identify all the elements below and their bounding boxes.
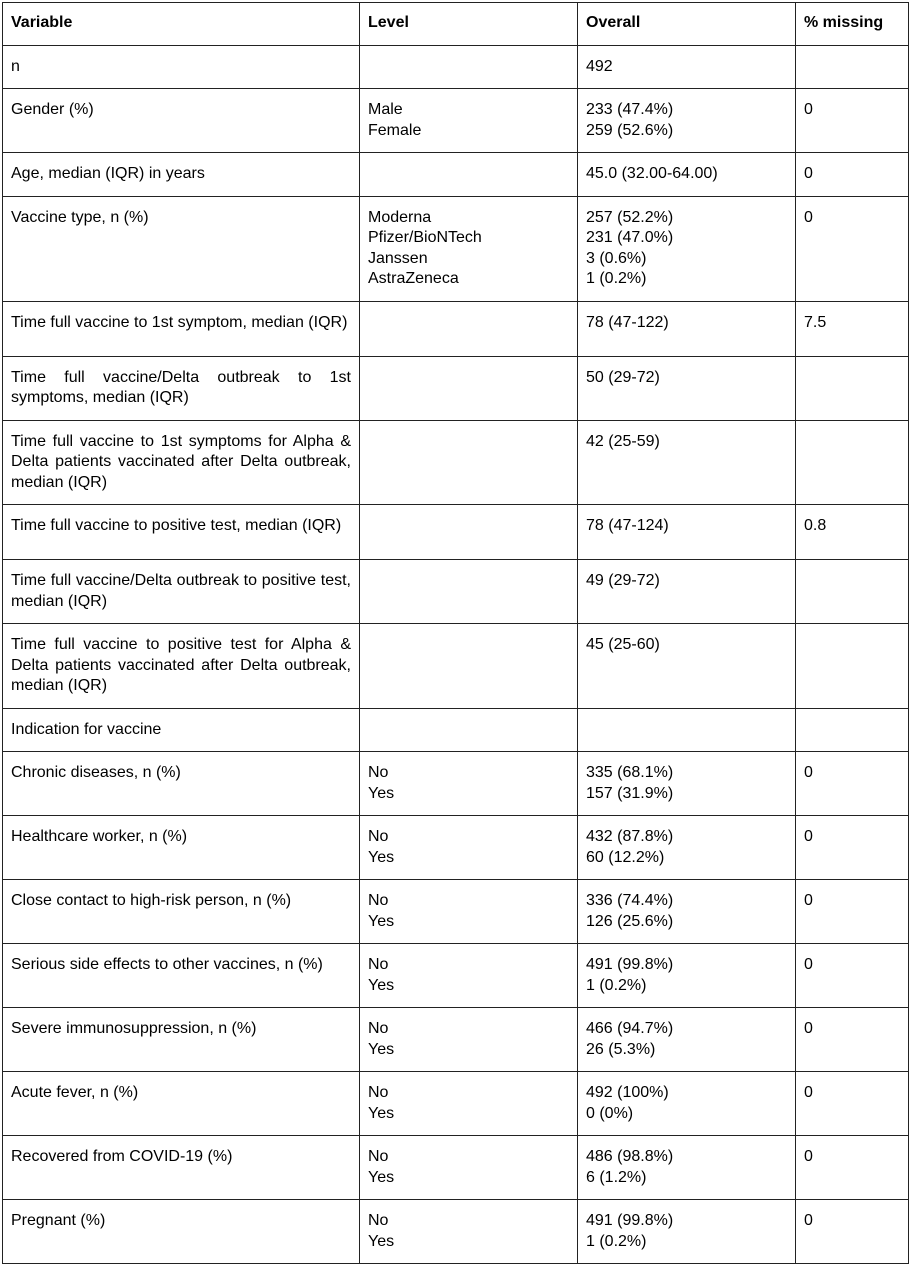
table-row — [3, 153, 909, 197]
overall-value: 1 (0.2%) — [586, 1232, 647, 1250]
overall-value: 49 (29-72) — [586, 572, 660, 589]
overall-cell — [578, 944, 796, 1008]
overall-value: 491 (99.8%) — [586, 1212, 674, 1229]
level-cell — [360, 944, 578, 1008]
table-row — [3, 505, 909, 560]
overall-value: 78 (47-122) — [586, 313, 669, 331]
level-value: Yes — [368, 1104, 395, 1122]
missing-cell: 0.8 — [796, 505, 909, 560]
level-cell — [360, 356, 578, 420]
overall-value: 45.0 (32.00-64.00) — [586, 165, 718, 182]
variable-cell: Age, median (IQR) in years — [3, 153, 360, 197]
table-row — [3, 1136, 909, 1200]
missing-cell: 0 — [796, 89, 909, 153]
level-value: Yes — [368, 1232, 395, 1250]
header-overall: Overall — [578, 3, 796, 46]
table-row — [3, 89, 909, 153]
header-missing: % missing — [796, 3, 909, 46]
table-row — [3, 624, 909, 709]
overall-value: 1 (0.2%) — [586, 976, 647, 994]
level-value: Pfizer/BioNTech — [368, 229, 482, 246]
overall-value: 157 (31.9%) — [586, 784, 674, 802]
missing-cell — [796, 420, 909, 505]
overall-value: 78 (47-124) — [586, 517, 669, 534]
level-cell — [360, 708, 578, 752]
missing-cell: 0 — [796, 196, 909, 301]
table-row — [3, 420, 909, 505]
table-row — [3, 944, 909, 1008]
overall-cell — [578, 45, 796, 89]
table-row — [3, 752, 909, 816]
level-value: No — [368, 1148, 389, 1165]
table-row — [3, 45, 909, 89]
variable-cell: Time full vaccine to positive test for Alpha & Delta patients vaccinated after Delta outbreak, median (IQR) — [3, 624, 360, 709]
header-level: Level — [360, 3, 578, 46]
table-row — [3, 880, 909, 944]
variable-cell: Time full vaccine to 1st symptom, median (IQR) — [3, 301, 360, 356]
level-cell — [360, 880, 578, 944]
level-value: No — [368, 1084, 389, 1101]
level-cell — [360, 505, 578, 560]
overall-value: 6 (1.2%) — [586, 1168, 647, 1186]
variable-cell: Recovered from COVID-19 (%) — [3, 1136, 360, 1200]
overall-cell — [578, 196, 796, 301]
overall-cell — [578, 301, 796, 356]
overall-cell — [578, 356, 796, 420]
header-variable: Variable — [3, 3, 360, 46]
variable-cell: Serious side effects to other vaccines, n (%) — [3, 944, 360, 1008]
overall-value: 466 (94.7%) — [586, 1020, 674, 1037]
level-cell — [360, 624, 578, 709]
table-row — [3, 1008, 909, 1072]
table-row — [3, 196, 909, 301]
level-value: AstraZeneca — [368, 270, 459, 287]
missing-cell — [796, 356, 909, 420]
missing-cell: 7.5 — [796, 301, 909, 356]
level-value: Yes — [368, 848, 395, 866]
level-cell — [360, 1008, 578, 1072]
overall-value: 231 (47.0%) — [586, 229, 674, 246]
level-value: Yes — [368, 784, 395, 802]
variable-cell: Pregnant (%) — [3, 1200, 360, 1264]
overall-value: 1 (0.2%) — [586, 270, 647, 287]
overall-cell — [578, 89, 796, 153]
variable-cell: Acute fever, n (%) — [3, 1072, 360, 1136]
overall-value: 42 (25-59) — [586, 432, 660, 450]
missing-cell: 0 — [796, 1200, 909, 1264]
level-value: Yes — [368, 976, 395, 994]
table-row — [3, 708, 909, 752]
level-value: Janssen — [368, 249, 428, 267]
variable-cell: Severe immunosuppression, n (%) — [3, 1008, 360, 1072]
overall-value: 3 (0.6%) — [586, 249, 647, 267]
table-row — [3, 356, 909, 420]
level-cell — [360, 45, 578, 89]
missing-cell — [796, 560, 909, 624]
overall-value: 259 (52.6%) — [586, 121, 674, 139]
overall-cell — [578, 880, 796, 944]
overall-value: 257 (52.2%) — [586, 208, 674, 226]
variable-cell: Time full vaccine to 1st symptoms for Alpha & Delta patients vaccinated after Delta outbreak, median (IQR) — [3, 420, 360, 505]
level-cell — [360, 1136, 578, 1200]
level-cell — [360, 301, 578, 356]
variable-cell: Chronic diseases, n (%) — [3, 752, 360, 816]
missing-cell: 0 — [796, 153, 909, 197]
level-cell — [360, 1200, 578, 1264]
characteristics-table — [2, 2, 909, 1264]
missing-cell: 0 — [796, 1136, 909, 1200]
table-row — [3, 816, 909, 880]
level-value: Yes — [368, 1168, 395, 1186]
table-row — [3, 560, 909, 624]
level-cell — [360, 752, 578, 816]
level-value: No — [368, 828, 389, 845]
overall-value: 432 (87.8%) — [586, 828, 674, 845]
table-body — [3, 45, 909, 1264]
overall-value: 336 (74.4%) — [586, 892, 674, 909]
variable-cell: Indication for vaccine — [3, 708, 360, 752]
overall-value: 26 (5.3%) — [586, 1040, 656, 1058]
overall-value: 492 (100%) — [586, 1084, 669, 1101]
variable-cell: Healthcare worker, n (%) — [3, 816, 360, 880]
overall-value: 492 — [586, 57, 613, 75]
level-value: No — [368, 1212, 389, 1229]
level-cell — [360, 153, 578, 197]
missing-cell: 0 — [796, 880, 909, 944]
level-value: No — [368, 764, 389, 781]
overall-value: 491 (99.8%) — [586, 956, 674, 973]
overall-cell — [578, 153, 796, 197]
overall-cell — [578, 1008, 796, 1072]
overall-cell — [578, 420, 796, 505]
overall-cell — [578, 1200, 796, 1264]
level-cell — [360, 816, 578, 880]
overall-value: 45 (25-60) — [586, 636, 660, 653]
overall-cell — [578, 708, 796, 752]
level-value: No — [368, 1020, 389, 1037]
level-cell — [360, 560, 578, 624]
overall-value: 0 (0%) — [586, 1104, 634, 1122]
table-row — [3, 301, 909, 356]
variable-cell: Vaccine type, n (%) — [3, 196, 360, 301]
level-value: Yes — [368, 912, 395, 930]
header-row — [3, 3, 909, 46]
overall-value: 50 (29-72) — [586, 368, 660, 386]
overall-cell — [578, 816, 796, 880]
missing-cell — [796, 708, 909, 752]
missing-cell: 0 — [796, 1008, 909, 1072]
level-value: Moderna — [368, 208, 432, 226]
missing-cell: 0 — [796, 752, 909, 816]
overall-cell — [578, 1136, 796, 1200]
variable-cell: n — [3, 45, 360, 89]
level-value: No — [368, 956, 389, 973]
overall-value: 233 (47.4%) — [586, 101, 674, 118]
missing-cell — [796, 45, 909, 89]
table-row — [3, 1072, 909, 1136]
variable-cell: Time full vaccine/Delta outbreak to positive test, median (IQR) — [3, 560, 360, 624]
level-value: No — [368, 892, 389, 909]
level-cell — [360, 89, 578, 153]
missing-cell — [796, 624, 909, 709]
overall-cell — [578, 560, 796, 624]
variable-cell: Gender (%) — [3, 89, 360, 153]
overall-value: 486 (98.8%) — [586, 1148, 674, 1165]
overall-cell — [578, 505, 796, 560]
missing-cell: 0 — [796, 1072, 909, 1136]
overall-cell — [578, 752, 796, 816]
variable-cell: Close contact to high-risk person, n (%) — [3, 880, 360, 944]
missing-cell: 0 — [796, 816, 909, 880]
level-cell — [360, 420, 578, 505]
overall-value: 60 (12.2%) — [586, 848, 665, 866]
overall-value: 126 (25.6%) — [586, 912, 674, 930]
table-row — [3, 1200, 909, 1264]
level-cell — [360, 196, 578, 301]
level-value: Female — [368, 121, 422, 139]
missing-cell: 0 — [796, 944, 909, 1008]
level-value: Male — [368, 101, 403, 118]
overall-cell — [578, 1072, 796, 1136]
level-cell — [360, 1072, 578, 1136]
overall-value: 335 (68.1%) — [586, 764, 674, 781]
variable-cell: Time full vaccine/Delta outbreak to 1st symptoms, median (IQR) — [3, 356, 360, 420]
variable-cell: Time full vaccine to positive test, median (IQR) — [3, 505, 360, 560]
overall-cell — [578, 624, 796, 709]
level-value: Yes — [368, 1040, 395, 1058]
